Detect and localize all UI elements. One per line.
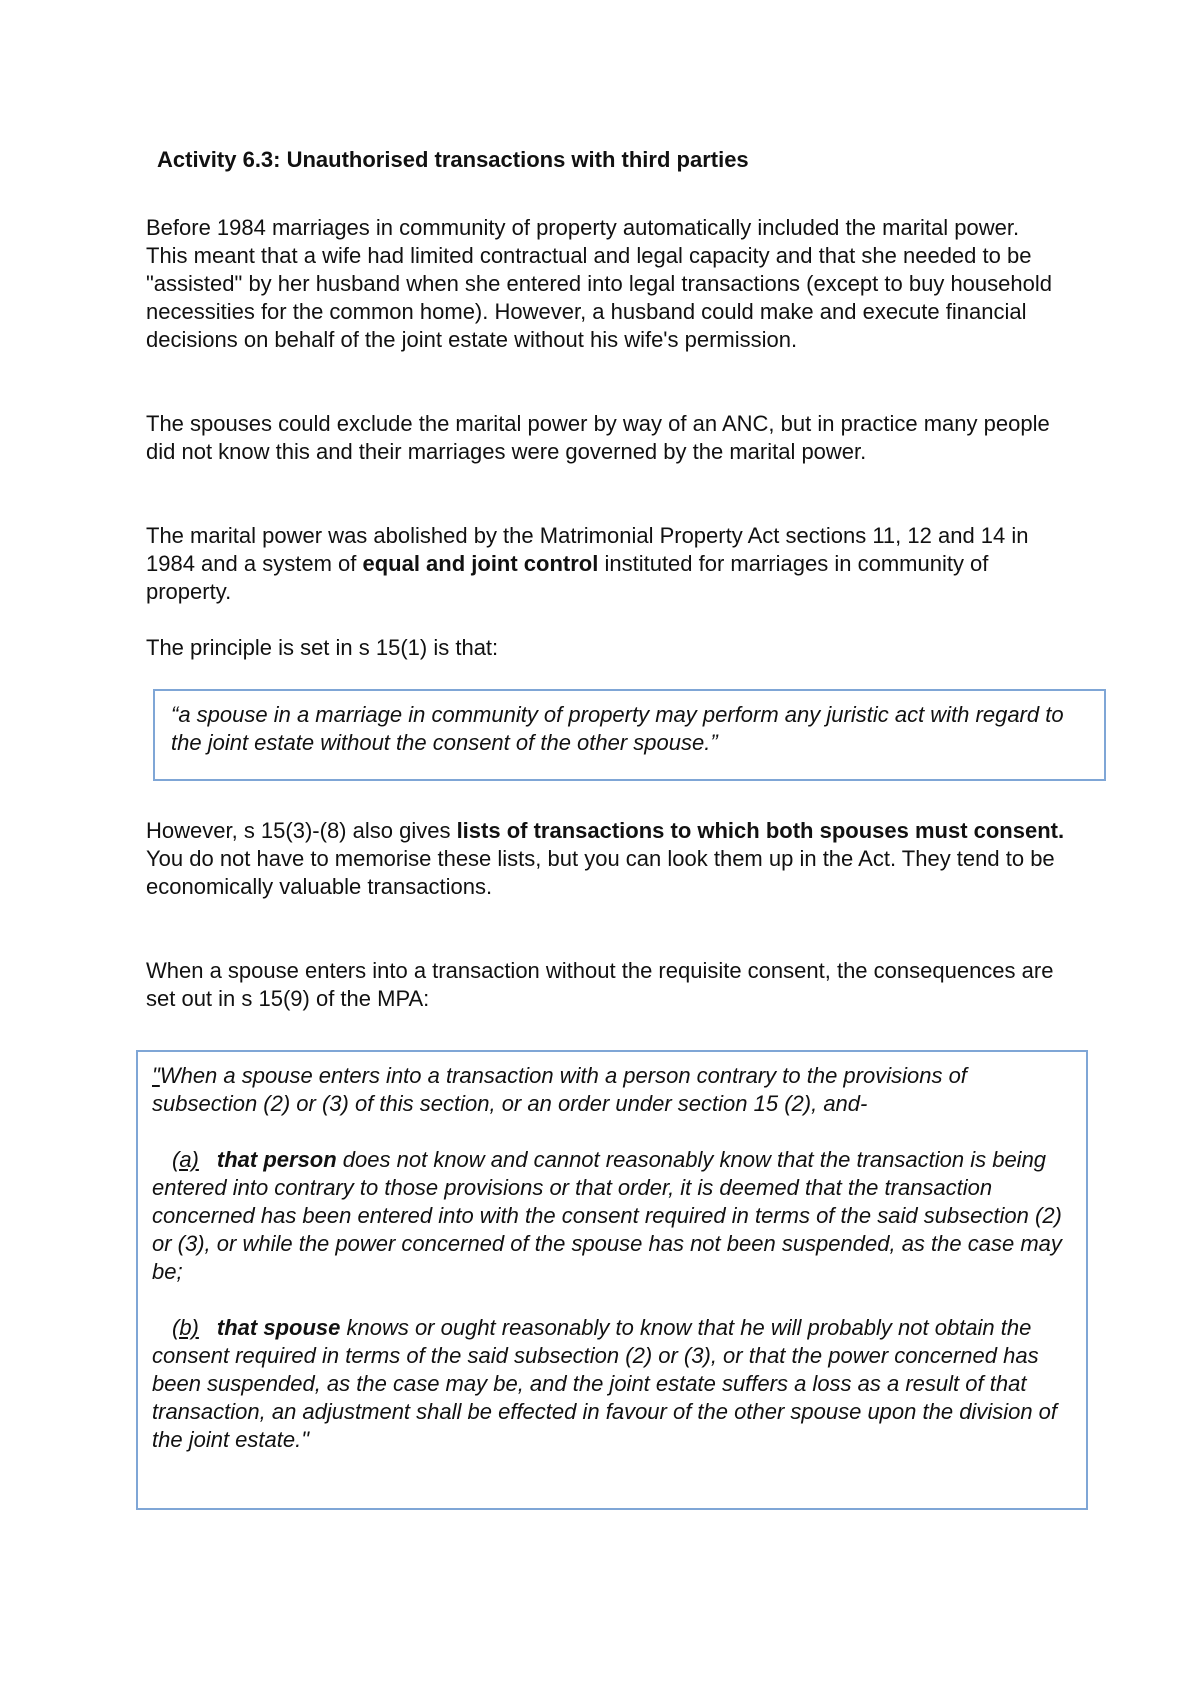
paragraph-consequences-intro: When a spouse enters into a transaction without the requisite consent, the consequences are set out in s 15(9) of the MPA: bbox=[146, 958, 1054, 1011]
paragraph-anc-exclusion: The spouses could exclude the marital power by way of an ANC, but in practice many people did not know this and their marriages were governed by the marital power. bbox=[146, 411, 1050, 464]
quote-box-s15-9 bbox=[136, 1050, 1088, 1510]
clause-b-label: (b) bbox=[172, 1315, 199, 1340]
clause-a-label: (a) bbox=[172, 1147, 199, 1172]
consent-lists-text-start: However, s 15(3)-(8) also gives bbox=[146, 818, 457, 843]
paragraph-principle-intro: The principle is set in s 15(1) is that: bbox=[146, 635, 499, 660]
quote-clause-a bbox=[152, 1146, 1072, 1286]
clause-a-subject: that person bbox=[216, 1147, 337, 1172]
quote-s15-9-intro bbox=[152, 1062, 1072, 1118]
quote-clause-b bbox=[152, 1314, 1072, 1454]
quote-s15-9-intro-text: When a spouse enters into a transaction with a person contrary to the provisions of subsection (2) or (3) of this section, or an order under section 15 (2), and- bbox=[152, 1063, 967, 1116]
abolition-text-start: The marital power was abolished by the Matrimonial Property Act sections 11, 12 and 14 in 1984 and a system of bbox=[146, 523, 1029, 576]
clause-b-text: knows or ought reasonably to know that he will probably not obtain the consent required in terms of the said subsection (2) or (3), or that the power concerned has been suspended, as the case may be, and the joint estate suffers a loss as a result of that transaction, an adjustment shall be effected in favour of the other spouse upon the division of the joint estate." bbox=[152, 1315, 1058, 1452]
paragraph-consent-lists bbox=[146, 817, 1066, 901]
equal-joint-control-term: equal and joint control bbox=[362, 551, 599, 576]
clause-a-text: does not know and cannot reasonably know that the transaction is being entered into contrary to those provisions or that order, it is deemed that the transaction concerned has been entered into with the consent required in terms of the said subsection (2) or (3), or while the power concerned of the spouse has not been suspended, as the case may be; bbox=[152, 1147, 1062, 1284]
abolition-text-end: instituted for marriages in community of property. bbox=[146, 551, 989, 604]
paragraph-abolition bbox=[146, 522, 1066, 606]
paragraph-marital-power-history: Before 1984 marriages in community of property automatically included the marital power. This meant that a wife had limited contractual and legal capacity and that she needed to be "assisted" by her husband when she entered into legal transactions (except to buy household necessities for the common home). However, a husband could make and execute financial decisions on behalf of the joint estate without his wife's permission. bbox=[146, 215, 1052, 352]
quote-box-s15-1 bbox=[153, 689, 1106, 781]
clause-b-subject: that spouse bbox=[216, 1315, 341, 1340]
activity-title: Activity 6.3: Unauthorised transactions with third parties bbox=[157, 147, 749, 172]
consent-lists-text-end: You do not have to memorise these lists, but you can look them up in the Act. They tend to be economically valuable transactions. bbox=[146, 846, 1055, 899]
consent-lists-emphasis: lists of transactions to which both spouses must consent. bbox=[456, 818, 1065, 843]
quote-open-mark: " bbox=[152, 1063, 160, 1088]
quote-s15-1-text: “a spouse in a marriage in community of property may perform any juristic act with regard to the joint estate without the consent of the other spouse.” bbox=[171, 702, 1064, 755]
